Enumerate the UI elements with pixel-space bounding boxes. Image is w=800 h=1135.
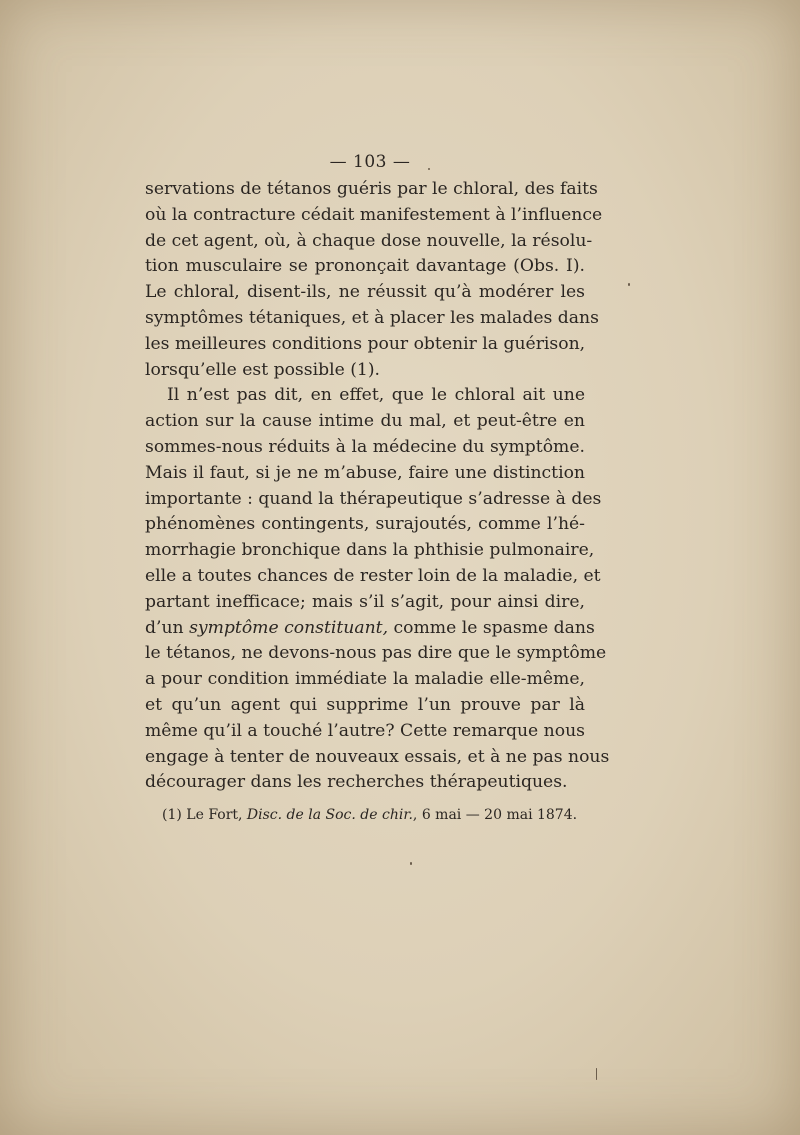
paper-speck (628, 283, 630, 286)
footnote-dates: , 6 mai — 20 mai 1874. (412, 807, 578, 823)
text-line: de cet agent, où, à chaque dose nouvelle, la résolu- (145, 230, 593, 251)
text-line: Il n’est pas dit, en effet, que le chloral ait une (167, 385, 585, 406)
text-line: Mais il faut, si je ne m’abuse, faire une distinction (145, 462, 585, 483)
text-line: elle a toutes chances de rester loin de la maladie, et (145, 565, 601, 586)
text-line: sommes-nous réduits à la médecine du symptôme. (145, 436, 585, 457)
text-line: décourager dans les recherches thérapeutiques. (145, 772, 568, 793)
text-line: les meilleures conditions pour obtenir la guérison, (145, 333, 586, 354)
body-text (145, 177, 610, 796)
footnote-marker: (1) Le Fort, (162, 807, 247, 823)
text-line: engage à tenter de nouveaux essais, et à ne pas nous (145, 746, 610, 767)
text-line: tion musculaire se prononçait davantage (Obs. I). (145, 256, 585, 277)
text-line (145, 616, 595, 642)
text-line: lorsqu’elle est possible (1). (145, 359, 381, 380)
paper-speck (428, 168, 430, 170)
italic-term: symptôme constituant, (189, 617, 389, 638)
text-line: phénomènes contingents, surajoutés, comme l’hé- (145, 514, 585, 535)
text-line: symptômes tétaniques, et à placer les malades dans (145, 307, 599, 328)
text-line: partant inefficace; mais s’il s’agit, pour ainsi dire, (145, 591, 585, 612)
text-line: action sur la cause intime du mal, et peut-être en (145, 411, 585, 432)
text-line: où la contracture cédait manifestement à l’influence (145, 204, 603, 225)
text-run: d’un (145, 617, 190, 638)
text-line: même qu’il a touché l’autre? Cette remarque nous (145, 720, 585, 741)
text-line: morrhagie bronchique dans la phthisie pulmonaire, (145, 540, 595, 561)
paper-speck (596, 1068, 597, 1080)
text-line: le tétanos, ne devons-nous pas dire que le symptôme (145, 643, 607, 664)
text-line: importante : quand la thérapeutique s’adresse à des (145, 488, 602, 509)
text-run: comme le spasme dans (388, 617, 595, 638)
text-line: servations de tétanos guéris par le chloral, des faits (145, 179, 598, 199)
page-number: — 103 — (329, 152, 411, 172)
footnote-source: Disc. de la Soc. de chir. (246, 807, 413, 823)
text-line: a pour condition immédiate la maladie elle-même, (145, 669, 585, 690)
footnote (162, 807, 577, 823)
text-line: Le chloral, disent-ils, ne réussit qu’à modérer les (145, 282, 585, 303)
text-line: et qu’un agent qui supprime l’un prouve par là (145, 694, 585, 715)
paper-speck (410, 862, 412, 865)
